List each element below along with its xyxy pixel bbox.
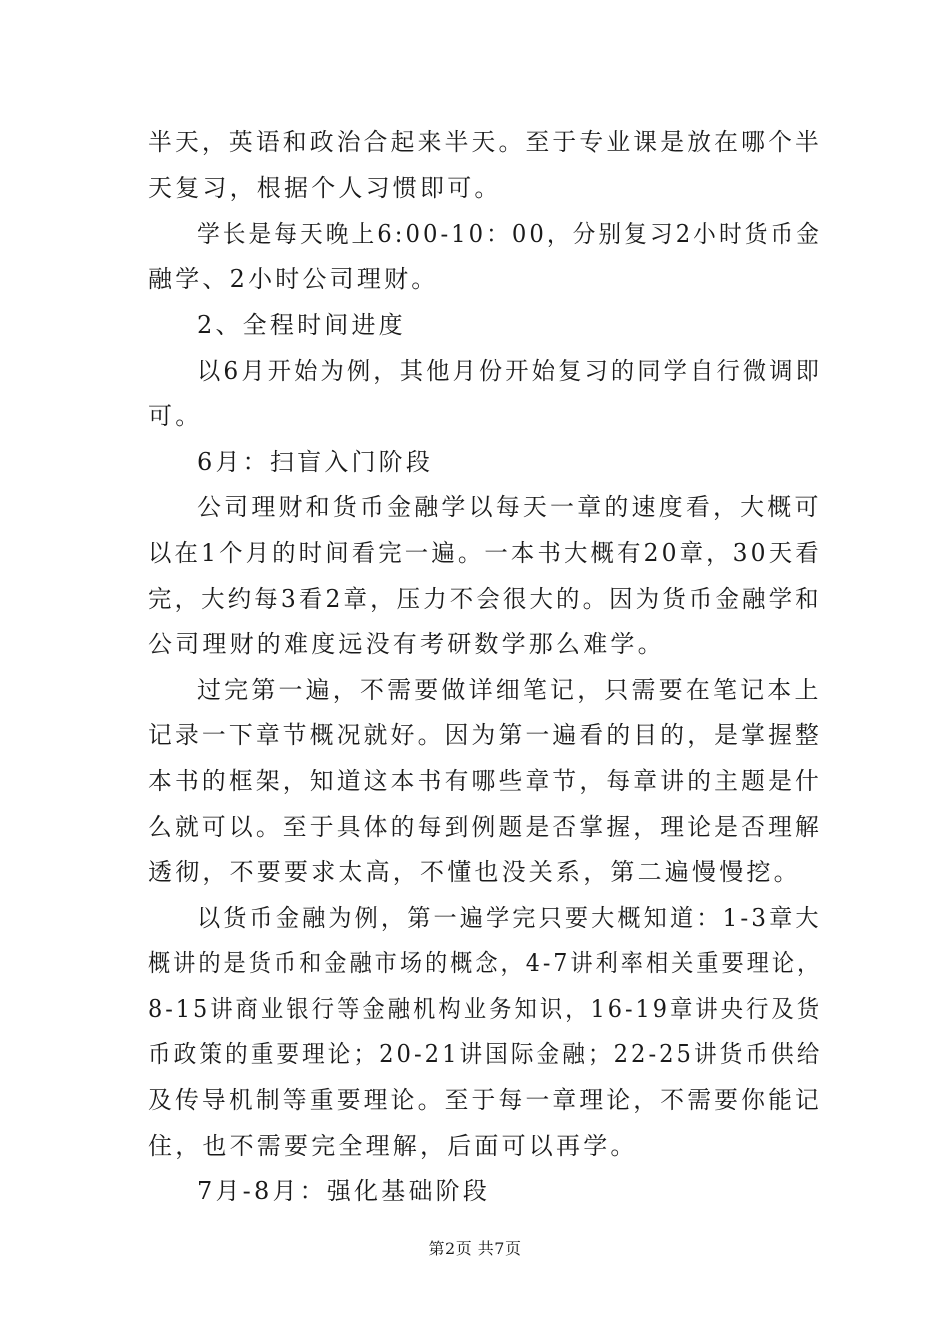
text-line: 以货币金融为例，第一遍学完只要大概知道：1-3章大 — [197, 904, 822, 932]
text-line: 8-15讲商业银行等金融机构业务知识，16-19章讲央行及货 — [148, 995, 823, 1023]
text-line: 学长是每天晚上6:00-10：00，分别复习2小时货币金 — [197, 220, 822, 248]
text-line: 天复习，根据个人习惯即可。 — [148, 174, 502, 202]
text-line: 及传导机制等重要理论。至于每一章理论，不需要你能记 — [148, 1086, 823, 1114]
text-line: 本书的框架，知道这本书有哪些章节，每章讲的主题是什 — [148, 767, 823, 795]
text-line: 记录一下章节概况就好。因为第一遍看的目的，是掌握整 — [148, 721, 823, 749]
text-line: 融学、2小时公司理财。 — [148, 265, 439, 293]
page-footer: 第2页 共7页 — [428, 1239, 522, 1258]
stage-heading: 6月：扫盲入门阶段 — [197, 448, 434, 476]
text-line: 概讲的是货币和金融市场的概念，4-7讲利率相关重要理论， — [148, 949, 823, 977]
text-line: 住，也不需要完全理解，后面可以再学。 — [148, 1132, 638, 1160]
text-line: 公司理财和货币金融学以每天一章的速度看，大概可 — [197, 493, 822, 521]
text-line: 可。 — [148, 402, 203, 430]
text-line: 完，大约每3看2章，压力不会很大的。因为货币金融学和 — [148, 585, 822, 613]
text-line: 以6月开始为例，其他月份开始复习的同学自行微调即 — [197, 357, 823, 385]
text-line: 透彻，不要要求太高，不懂也没关系，第二遍慢慢挖。 — [148, 858, 801, 886]
text-line: 过完第一遍，不需要做详细笔记，只需要在笔记本上 — [197, 676, 822, 704]
text-line: 公司理财的难度远没有考研数学那么难学。 — [148, 630, 665, 658]
text-line: 半天，英语和政治合起来半天。至于专业课是放在哪个半 — [148, 128, 823, 156]
section-heading: 2、全程时间进度 — [197, 311, 406, 339]
text-line: 以在1个月的时间看完一遍。一本书大概有20章，30天看 — [148, 539, 822, 567]
text-line: 币政策的重要理论；20-21讲国际金融；22-25讲货币供给 — [148, 1040, 823, 1068]
stage-heading: 7月-8月：强化基础阶段 — [197, 1177, 491, 1205]
text-line: 么就可以。至于具体的每到例题是否掌握，理论是否理解 — [148, 813, 823, 841]
